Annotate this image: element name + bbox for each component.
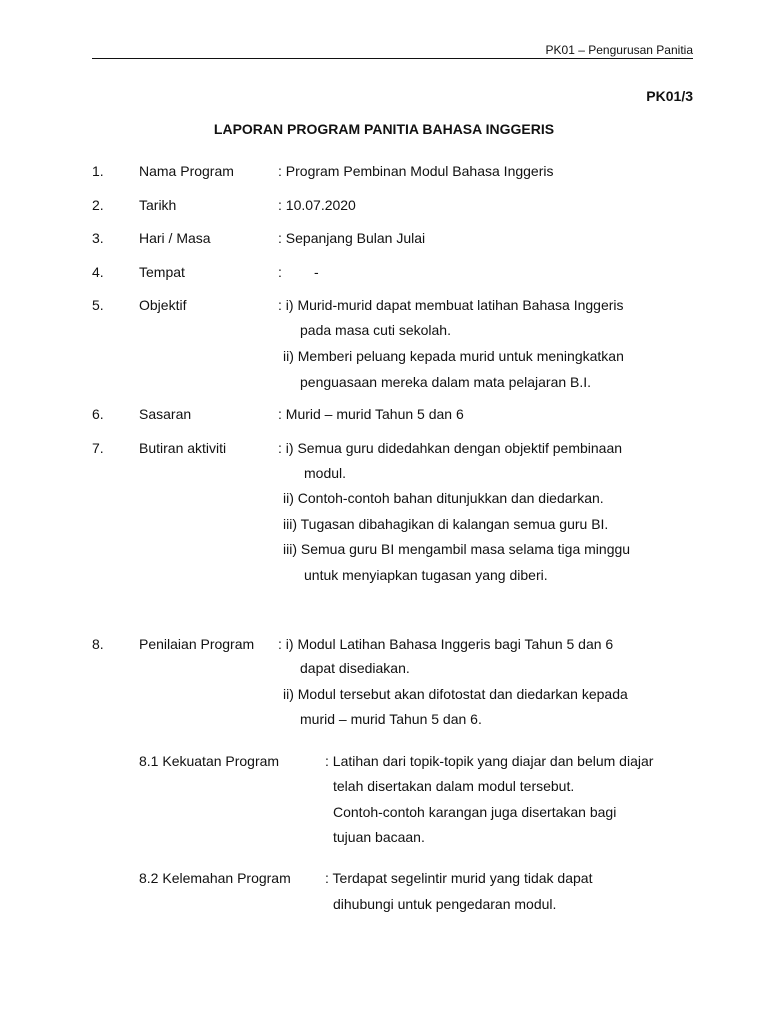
subitem-8-2-line-2: dihubungi untuk pengedaran modul. [333, 896, 557, 912]
item-3-number: 3. [92, 230, 104, 246]
item-7-line-4: iii) Tugasan dibahagikan di kalangan semua guru BI. [283, 516, 609, 532]
subitem-8-1-line-1: : Latihan dari topik-topik yang diajar dan belum diajar [325, 753, 654, 769]
item-1-number: 1. [92, 163, 104, 179]
subitem-8-2-line-1: : Terdapat segelintir murid yang tidak dapat [325, 870, 593, 886]
item-8-label: Penilaian Program [139, 636, 255, 652]
item-4-number: 4. [92, 264, 104, 280]
item-4-value: - [314, 264, 319, 280]
item-2-value: : 10.07.2020 [278, 197, 356, 213]
item-1-value: : Program Pembinan Modul Bahasa Inggeris [278, 163, 554, 179]
item-5-line-2: pada masa cuti sekolah. [300, 322, 451, 338]
item-8-line-2: dapat disediakan. [300, 660, 410, 676]
subitem-8-2-label: 8.2 Kelemahan Program [139, 870, 291, 886]
item-6-value: : Murid – murid Tahun 5 dan 6 [278, 406, 464, 422]
item-8-line-3: ii) Modul tersebut akan difotostat dan diedarkan kepada [283, 686, 628, 702]
item-7-line-2: modul. [304, 465, 347, 481]
item-5-label: Objektif [139, 297, 187, 313]
item-7-line-6: untuk menyiapkan tugasan yang diberi. [304, 567, 548, 583]
item-8-number: 8. [92, 636, 104, 652]
header-divider [92, 58, 693, 59]
item-8-line-4: murid – murid Tahun 5 dan 6. [300, 711, 482, 727]
item-3-value: : Sepanjang Bulan Julai [278, 230, 426, 246]
item-6-label: Sasaran [139, 406, 192, 422]
item-8-line-1: : i) Modul Latihan Bahasa Inggeris bagi Tahun 5 dan 6 [278, 636, 614, 652]
item-2-label: Tarikh [139, 197, 177, 213]
running-header: PK01 – Pengurusan Panitia [545, 43, 693, 57]
item-5-line-3: ii) Memberi peluang kepada murid untuk meningkatkan [283, 348, 624, 364]
subitem-8-1-line-4: tujuan bacaan. [333, 829, 425, 845]
item-7-line-5: iii) Semua guru BI mengambil masa selama tiga minggu [283, 541, 631, 557]
item-3-label: Hari / Masa [139, 230, 211, 246]
item-6-number: 6. [92, 406, 104, 422]
item-7-line-1: : i) Semua guru didedahkan dengan objektif pembinaan [278, 440, 623, 456]
item-4-label: Tempat [139, 264, 185, 280]
item-7-number: 7. [92, 440, 104, 456]
item-5-line-4: penguasaan mereka dalam mata pelajaran B.I. [300, 374, 592, 390]
item-7-line-3: ii) Contoh-contoh bahan ditunjukkan dan diedarkan. [283, 490, 604, 506]
document-code: PK01/3 [646, 88, 693, 104]
subitem-8-1-label: 8.1 Kekuatan Program [139, 753, 280, 769]
item-5-number: 5. [92, 297, 104, 313]
subitem-8-1-line-2: telah disertakan dalam modul tersebut. [333, 778, 575, 794]
item-5-line-1: : i) Murid-murid dapat membuat latihan Bahasa Inggeris [278, 297, 624, 313]
item-7-label: Butiran aktiviti [139, 440, 227, 456]
item-2-number: 2. [92, 197, 104, 213]
document-title: LAPORAN PROGRAM PANITIA BAHASA INGGERIS [213, 121, 555, 137]
item-1-label: Nama Program [139, 163, 234, 179]
subitem-8-1-line-3: Contoh-contoh karangan juga disertakan bagi [333, 804, 617, 820]
item-4-colon: : [278, 264, 282, 280]
